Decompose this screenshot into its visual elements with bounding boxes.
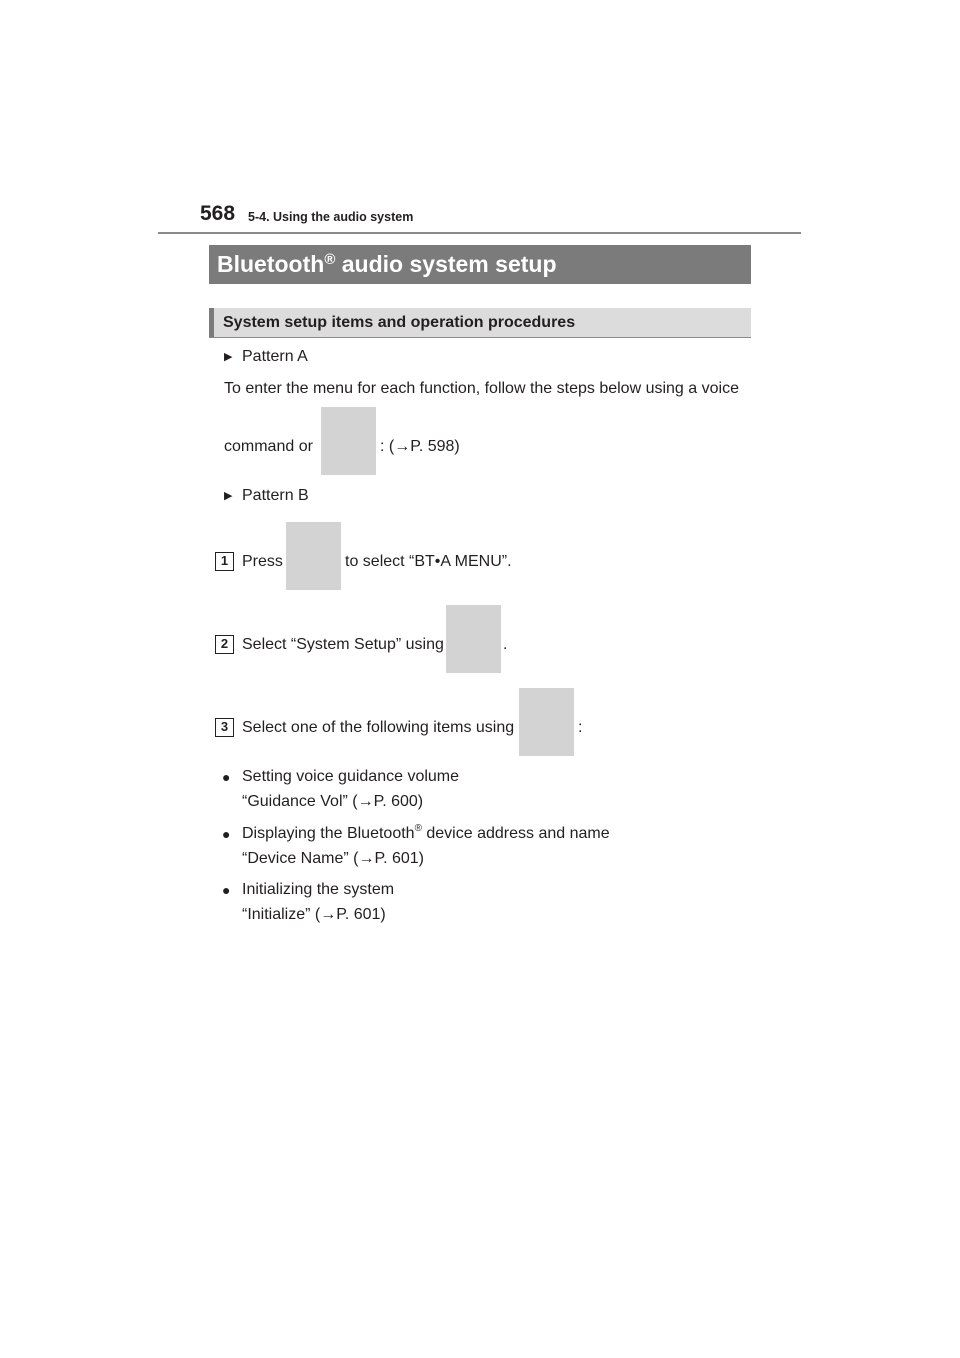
arrow-icon: ▶ (224, 490, 233, 502)
pattern-b-label: ▶ Pattern B (224, 487, 309, 504)
bullet-icon: ● (222, 826, 231, 842)
item-3-detail: “Initialize” (→P. 601) (242, 906, 386, 923)
item-2-title: Displaying the Bluetooth® device address and name (242, 823, 610, 842)
tune-knob-icon (446, 605, 501, 673)
pattern-a-label: ▶ Pattern A (224, 348, 308, 365)
item-1-detail: “Guidance Vol” (→P. 600) (242, 793, 424, 810)
tune-knob-icon (519, 688, 574, 756)
step-1-before: Press (242, 553, 283, 570)
section-reference: 5-4. Using the audio system (248, 210, 414, 224)
step-2-after: . (503, 636, 508, 653)
pattern-a-command-before: command or (224, 438, 313, 455)
step-number-2: 2 (215, 635, 234, 654)
step-number-3: 3 (215, 718, 234, 737)
bullet-icon: ● (222, 769, 231, 785)
steering-switch-icon (321, 407, 376, 475)
item-1-title: Setting voice guidance volume (242, 768, 460, 785)
step-3-before: Select one of the following items using (242, 719, 515, 736)
item-3-title: Initializing the system (242, 881, 395, 898)
step-3-after: : (578, 719, 583, 736)
subsection-title: System setup items and operation procedures (209, 308, 751, 338)
audio-button-icon (286, 522, 341, 590)
step-2-before: Select “System Setup” using (242, 636, 444, 653)
bullet-icon: ● (222, 882, 231, 898)
arrow-icon: ▶ (224, 351, 233, 363)
section-title: Bluetooth® audio system setup (209, 245, 751, 284)
pattern-a-intro: To enter the menu for each function, follow the steps below using a voice (224, 380, 739, 397)
page-number: 568 (200, 202, 236, 225)
header-divider (158, 232, 801, 234)
step-1-after: to select “BT•A MENU”. (345, 553, 512, 570)
step-number-1: 1 (215, 552, 234, 571)
item-2-detail: “Device Name” (→P. 601) (242, 850, 424, 867)
pattern-a-command-after: : (→P. 598) (380, 438, 460, 455)
